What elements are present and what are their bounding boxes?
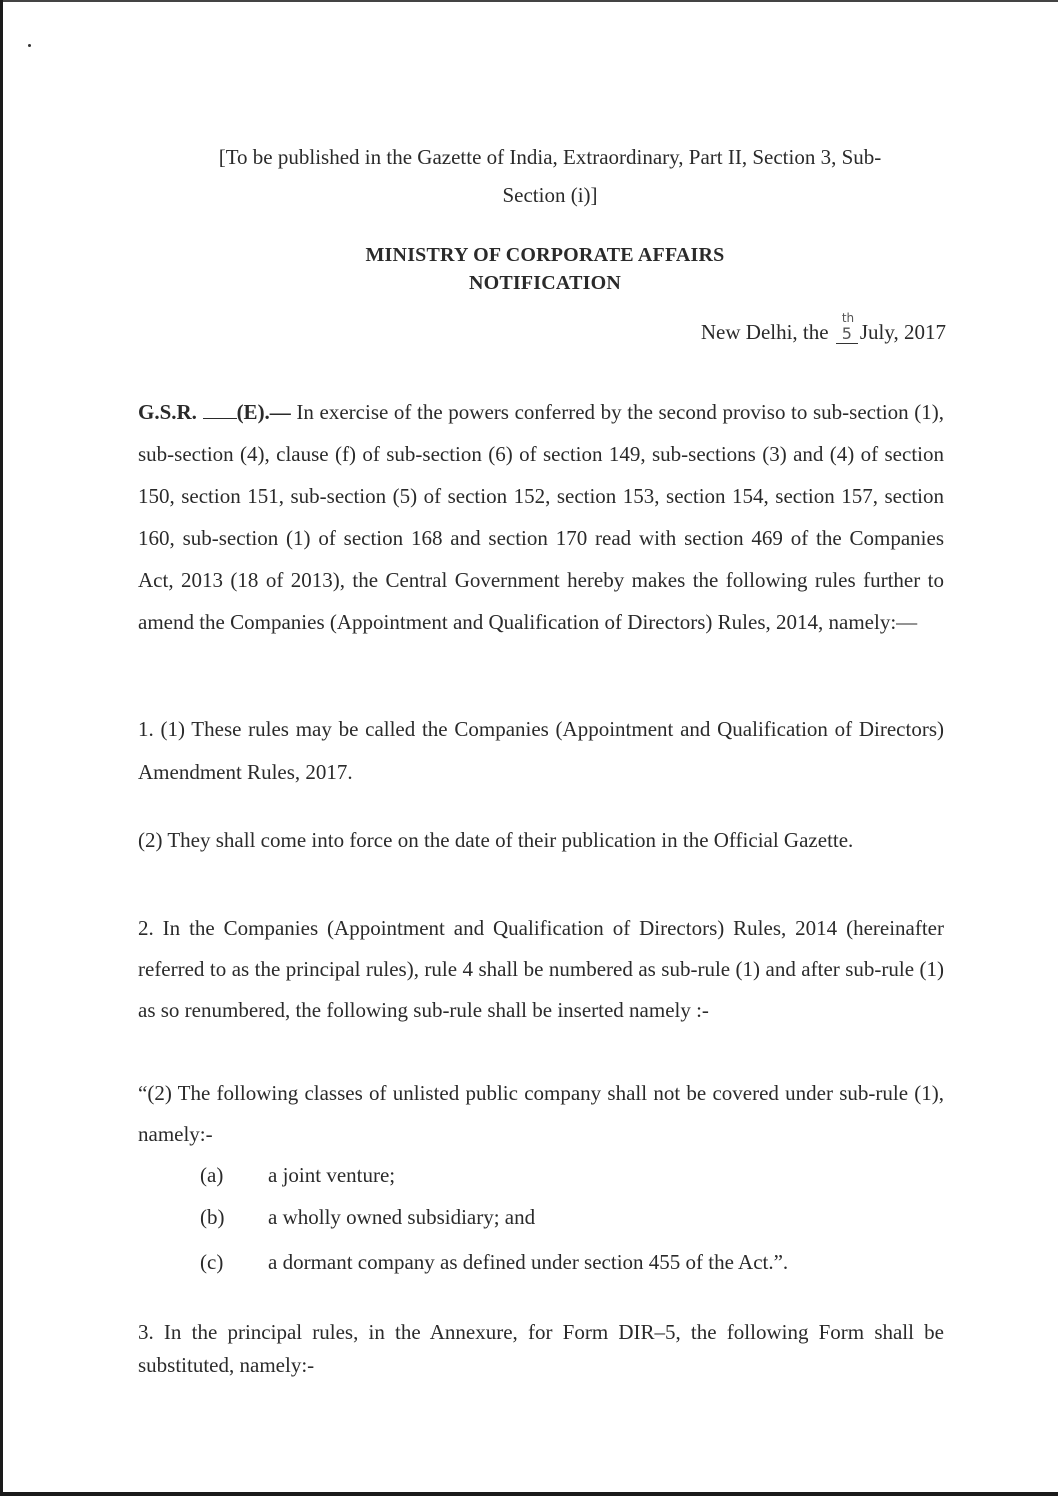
document-heading bbox=[100, 241, 990, 297]
dateline-suffix: July, 2017 bbox=[859, 320, 946, 344]
handwritten-day bbox=[836, 311, 858, 344]
list-item-text: a dormant company as defined under section 455 of the Act.”. bbox=[268, 1250, 789, 1274]
dateline-prefix: New Delhi, the bbox=[700, 320, 829, 344]
handwritten-day-suffix: th bbox=[841, 311, 855, 325]
rule-2-subrule-paragraph: “(2) The following classes of unlisted public company shall not be covered under sub-rule (1), namely:- bbox=[138, 1081, 944, 1146]
gsr-label-suffix: (E).— bbox=[236, 400, 291, 424]
list-item bbox=[200, 1205, 535, 1230]
list-item bbox=[200, 1250, 788, 1275]
gsr-label: G.S.R. bbox=[138, 400, 197, 424]
gsr-paragraph bbox=[138, 391, 944, 643]
rule-1-2-paragraph: (2) They shall come into force on the date of their publication in the Official Gazette. bbox=[138, 828, 854, 852]
list-item-label: (c) bbox=[200, 1250, 224, 1274]
notification-title: NOTIFICATION bbox=[468, 272, 622, 294]
ministry-title: MINISTRY OF CORPORATE AFFAIRS bbox=[365, 244, 725, 266]
gsr-number-blank bbox=[203, 417, 237, 419]
gazette-line-2: Section (i)] bbox=[502, 183, 598, 207]
rule-3-paragraph: 3. In the principal rules, in the Annexure, for Form DIR–5, the following Form shall be substituted, namely:- bbox=[138, 1320, 944, 1377]
handwritten-day-number: 5 bbox=[841, 324, 852, 343]
list-item-text: a joint venture; bbox=[268, 1163, 396, 1187]
gazette-publication-note bbox=[100, 138, 1000, 214]
list-item-text: a wholly owned subsidiary; and bbox=[268, 1205, 536, 1229]
list-item-label: (a) bbox=[200, 1163, 224, 1187]
dateline bbox=[700, 311, 946, 345]
list-item bbox=[200, 1163, 395, 1188]
rule-2-paragraph: 2. In the Companies (Appointment and Qualification of Directors) Rules, 2014 (hereinafter referred to as the principal rules), rule 4 shall be numbered as sub-rule (1) and after sub-rule (1) as so renumbered, the following sub-rule shall be inserted namely :- bbox=[138, 916, 944, 1022]
gsr-text: In exercise of the powers conferred by the second proviso to sub-section (1), sub-section (4), clause (f) of sub-section (6) of section 149, sub-sections (3) and (4) of section 150, section 151, sub-section (5) of section 152, section 153, section 154, section 157, section 160, sub-section (1) of section 168 and section 170 read with section 469 of the Companies Act, 2013 (18 of 2013), the Central Government hereby makes the following rules further to amend the Companies (Appointment and Qualification of Directors) Rules, 2014, namely:— bbox=[138, 400, 944, 634]
rule-1-paragraph: 1. (1) These rules may be called the Companies (Appointment and Qualification of Directors) Amendment Rules, 2017. bbox=[138, 717, 944, 784]
list-item-label: (b) bbox=[200, 1205, 225, 1229]
gazette-line-1: [To be published in the Gazette of India, Extraordinary, Part II, Section 3, Sub- bbox=[218, 145, 882, 169]
